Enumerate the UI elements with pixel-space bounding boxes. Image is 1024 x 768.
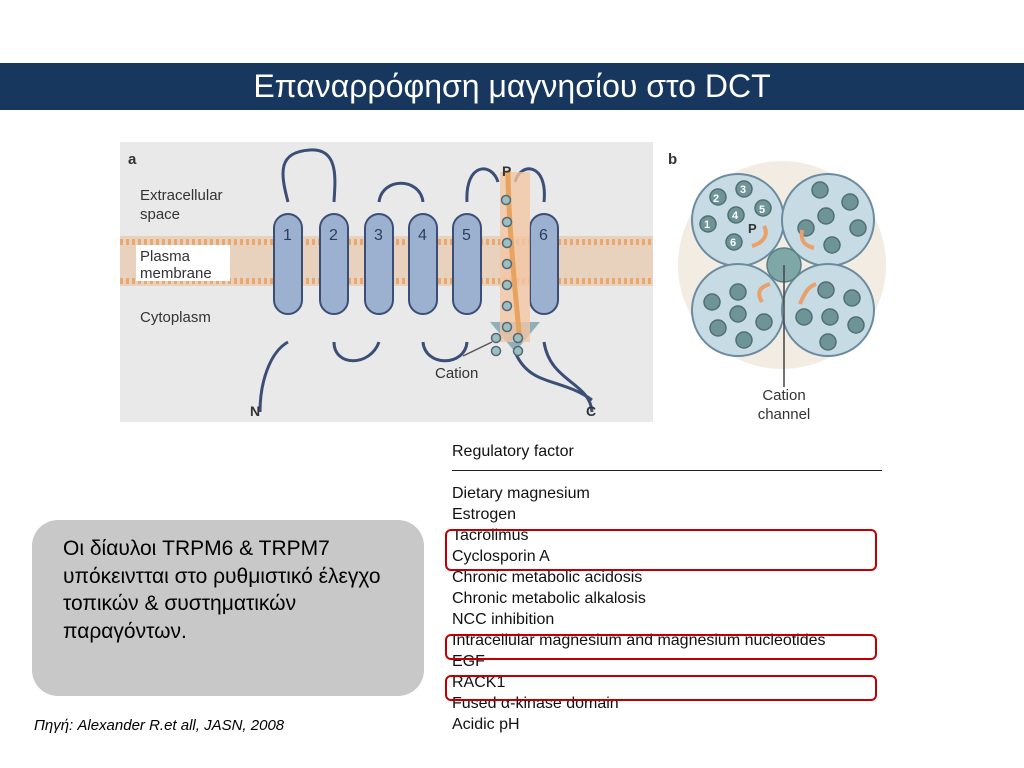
b-seg-5: 5: [759, 204, 766, 216]
c-terminus-label: C: [586, 403, 597, 419]
slide-title: Επαναρρόφηση μαγνησίου στο DCT: [253, 68, 771, 104]
figure-b-tetramer: [660, 142, 910, 427]
b-seg-4: 4: [732, 210, 739, 222]
header-rule: [452, 470, 882, 471]
panel-b-label: b: [668, 151, 678, 168]
figure-a-topology: [120, 142, 653, 422]
source-citation: Πηγή: Alexander R.et all, JASN, 2008: [34, 717, 285, 734]
highlight-rack1: [445, 675, 877, 701]
b-pore-label: P: [748, 221, 757, 236]
b-seg-6: 6: [730, 237, 737, 249]
space-label: space: [140, 206, 181, 223]
title-bar: [0, 63, 1024, 110]
b-seg-3: 3: [740, 184, 747, 196]
factor-row: EGF: [452, 653, 485, 670]
segment-1-label: 1: [283, 227, 292, 244]
cation-label: Cation: [435, 365, 479, 382]
factor-row: Cyclosporin A: [452, 548, 550, 565]
b-seg-1: 1: [704, 219, 711, 231]
factor-row: Estrogen: [452, 506, 517, 523]
n-terminus-label: N: [250, 403, 261, 419]
factor-row: Tacrolimus: [452, 527, 529, 544]
extracellular-label: Extracellular: [140, 187, 223, 204]
panel-a-label: a: [128, 151, 137, 168]
factor-row: Intracellular magnesium and magnesium nucleotides: [452, 632, 826, 649]
factor-row: Chronic metabolic alkalosis: [452, 590, 646, 607]
cytoplasm-label: Cytoplasm: [140, 309, 211, 326]
factor-row: RACK1: [452, 674, 506, 691]
segment-6-label: 6: [539, 227, 548, 244]
factor-row: Fused α-kinase domain: [452, 695, 619, 712]
highlight-tacrolimus-cyclosporin: [445, 529, 877, 571]
pore-label: P: [502, 163, 512, 179]
segment-4-label: 4: [418, 227, 427, 244]
factor-row: Acidic pH: [452, 716, 520, 733]
factor-row: Dietary magnesium: [452, 485, 590, 502]
plasma-label: Plasma: [140, 248, 191, 265]
note-text: Οι δίαυλοι TRPM6 & TRPM7 υπόκειντται στο ρυθμιστικό έλεγχο τοπικών & συστηματικών παραγόντων.: [63, 537, 381, 643]
channel-label-cation: Cation: [762, 387, 806, 404]
segment-3-label: 3: [374, 227, 383, 244]
membrane-label: membrane: [140, 265, 212, 282]
segment-2-label: 2: [329, 227, 338, 244]
channel-label-channel: channel: [757, 406, 811, 423]
factor-row: Chronic metabolic acidosis: [452, 569, 643, 586]
table-header: Regulatory factor: [452, 443, 574, 460]
segment-5-label: 5: [462, 227, 471, 244]
b-seg-2: 2: [713, 193, 720, 205]
highlight-intracellular-magnesium: [445, 634, 877, 660]
factor-row: NCC inhibition: [452, 611, 555, 628]
